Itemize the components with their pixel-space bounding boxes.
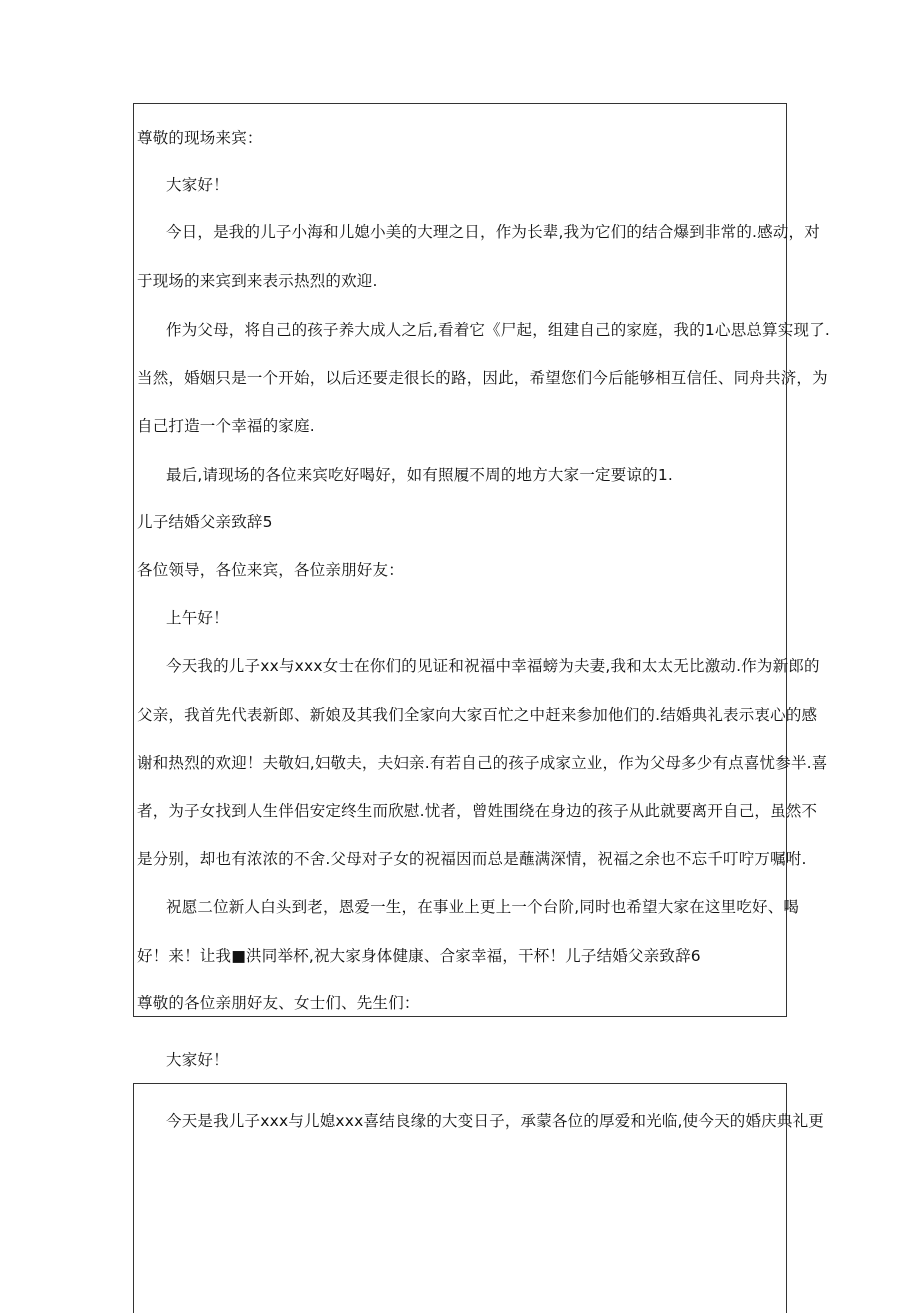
greeting-line: 大家好！ bbox=[166, 1051, 229, 1069]
paragraph-line: 祝愿二位新人白头到老，恩爱一生，在事业上更上一个台阶,同时也希望大家在这里吃好、喝 bbox=[166, 898, 800, 916]
paragraph-line: 作为父母，将自己的孩子养大成人之后,看着它《尸起，组建自己的家庭，我的1心思总算实现了. bbox=[166, 321, 831, 339]
paragraph-line: 谢和热烈的欢迎！夫敬妇,妇敬夫，夫妇亲.有若自己的孩子成家立业，作为父母多少有点喜忧参半.喜 bbox=[137, 754, 828, 772]
paragraph-line: 今天是我儿子xxx与儿媳xxx喜结良缘的大变日子，承蒙各位的厚爱和光临,使今天的婚庆典礼更 bbox=[166, 1112, 824, 1130]
paragraph-line: 今天我的儿子xx与xxx女士在你们的见证和祝福中幸福螃为夫妻,我和太太无比激动.作为新郎的 bbox=[166, 657, 820, 675]
greeting-line: 上午好！ bbox=[166, 609, 229, 627]
paragraph-line: 是分别，却也有浓浓的不舍.父母对子女的祝福因而总是蘸满深情，祝福之余也不忘千叮咛万嘱咐. bbox=[137, 850, 807, 868]
paragraph-line: 好！来！让我■洪同举杯,祝大家身体健康、合家幸福，干杯！儿子结婚父亲致辞6 bbox=[137, 947, 701, 965]
paragraph-line: 于现场的来宾到来表示热烈的欢迎. bbox=[137, 272, 378, 290]
paragraph-line: 当然，婚姻只是一个开始，以后还要走很长的路，因此，希望您们今后能够相互信任、同舟共济，为 bbox=[137, 369, 828, 387]
paragraph-line: 最后,请现场的各位来宾吃好喝好，如有照履不周的地方大家一定要谅的1. bbox=[166, 466, 674, 484]
greeting-line: 大家好！ bbox=[166, 176, 229, 194]
paragraph-line: 自己打造一个幸福的家庭. bbox=[137, 417, 315, 435]
paragraph-line: 今日，是我的儿子小海和儿媳小美的大理之日，作为长辈,我为它们的结合爆到非常的.感动，对 bbox=[166, 223, 820, 241]
section-heading: 儿子结婚父亲致辞5 bbox=[137, 513, 273, 531]
salutation-line: 尊敬的现场来宾： bbox=[137, 129, 263, 147]
paragraph-line: 者，为子女找到人生伴侣安定终生而欣慰.忧者，曾姓围绕在身边的孩子从此就要离开自己，虽然不 bbox=[137, 802, 818, 820]
paragraph-line: 父亲，我首先代表新郎、新娘及其我们全家向大家百忙之中赶来参加他们的.结婚典礼表示衷心的感 bbox=[137, 706, 818, 724]
salutation-line: 各位领导，各位来宾，各位亲朋好友： bbox=[137, 561, 404, 579]
salutation-line: 尊敬的各位亲朋好友、女士们、先生们： bbox=[137, 994, 420, 1012]
